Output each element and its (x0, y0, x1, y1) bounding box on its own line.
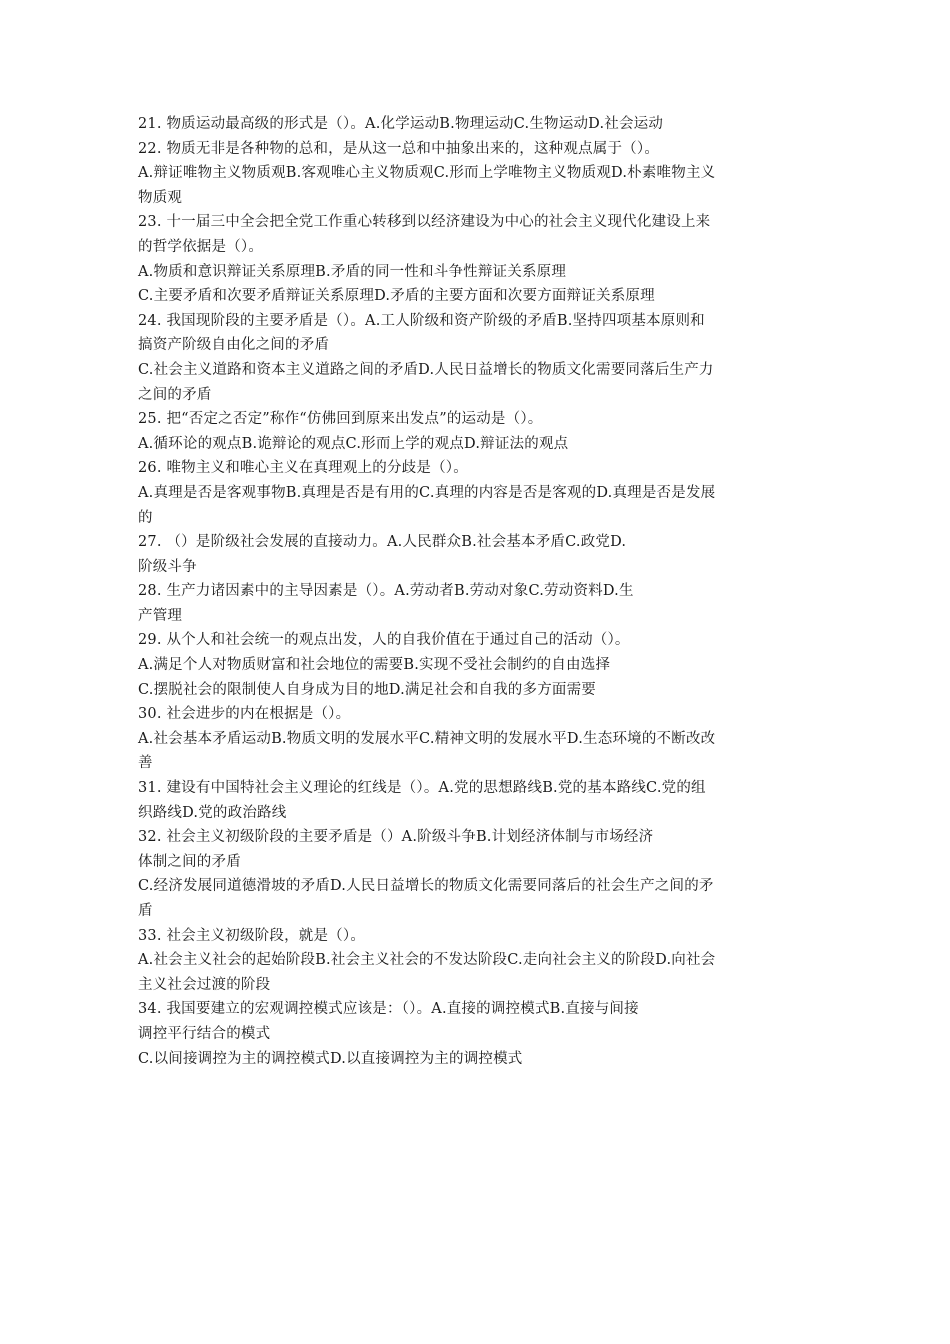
text-line: A.循环论的观点B.诡辩论的观点C.形而上学的观点D.辩证法的观点 (138, 435, 569, 452)
text-line: 搞资产阶级自由化之间的矛盾 (138, 337, 330, 354)
text-line: C.经济发展同道德滑坡的矛盾D.人民日益增长的物质文化需要同落后的社会生产之间的矛 (138, 878, 714, 895)
text-line: A.社会基本矛盾运动B.物质文明的发展水平C.精神文明的发展水平D.生态环境的不断改改 (138, 730, 716, 747)
text-line: 29. 从个人和社会统一的观点出发，人的自我价值在于通过自己的活动（）。 (138, 632, 630, 649)
text-line: 物质观 (138, 189, 183, 206)
text-line: 体制之间的矛盾 (138, 853, 241, 870)
text-line: C.以间接调控为主的调控模式D.以直接调控为主的调控模式 (138, 1050, 523, 1067)
text-line: A.真理是否是客观事物B.真理是否是有用的C.真理的内容是否是客观的D.真理是否是发展 (138, 484, 716, 501)
text-line: 27. （）是阶级社会发展的直接动力。A.人民群众B.社会基本矛盾C.政党D. (138, 534, 627, 551)
document-body (138, 112, 818, 1071)
text-line: 之间的矛盾 (138, 386, 212, 403)
text-line: 产管理 (138, 607, 183, 624)
text-line: 32. 社会主义初级阶段的主要矛盾是（）A.阶级斗争B.计划经济体制与市场经济 (138, 829, 654, 846)
text-line: 善 (138, 755, 153, 772)
text-line: 主义社会过渡的阶段 (138, 976, 271, 993)
text-line: 26. 唯物主义和唯心主义在真理观上的分歧是（）。 (138, 460, 468, 477)
text-line: A.满足个人对物质财富和社会地位的需要B.实现不受社会制约的自由选择 (138, 657, 611, 674)
text-line: 的哲学依据是（）。 (138, 238, 264, 255)
text-line: C.社会主义道路和资本主义道路之间的矛盾D.人民日益增长的物质文化需要同落后生产力 (138, 361, 714, 378)
text-line: 盾 (138, 903, 153, 919)
text-line: 31. 建设有中国特社会主义理论的红线是（）。A.党的思想路线B.党的基本路线C.党的组 (138, 780, 706, 797)
text-line: 织路线D.党的政治路线 (138, 804, 287, 821)
text-line: 22. 物质无非是各种物的总和，是从这一总和中抽象出来的，这种观点属于（）。 (138, 140, 660, 157)
text-line: C.主要矛盾和次要矛盾辩证关系原理D.矛盾的主要方面和次要方面辩证关系原理 (138, 288, 655, 305)
text-line: 阶级斗争 (138, 558, 197, 575)
text-line: 23. 十一届三中全会把全党工作重心转移到以经济建设为中心的社会主义现代化建设上来 (138, 214, 711, 231)
text-line: 的 (138, 509, 153, 526)
text-line: 33. 社会主义初级阶段，就是（）。 (138, 927, 366, 944)
text-line: 28. 生产力诸因素中的主导因素是（）。A.劳动者B.劳动对象C.劳动资料D.生 (138, 583, 634, 600)
text-line: 34. 我国要建立的宏观调控模式应该是：（）。A.直接的调控模式B.直接与间接 (138, 1001, 639, 1018)
text-line: 25. 把“否定之否定”称作“仿佛回到原来出发点”的运动是（）。 (138, 411, 543, 428)
text-line: C.摆脱社会的限制使人自身成为目的地D.满足社会和自我的多方面需要 (138, 681, 597, 698)
text-line: A.物质和意识辩证关系原理B.矛盾的同一性和斗争性辩证关系原理 (138, 263, 567, 280)
text-line: A.社会主义社会的起始阶段B.社会主义社会的不发达阶段C.走向社会主义的阶段D.向社会 (138, 952, 716, 969)
text-line: A.辩证唯物主义物质观B.客观唯心主义物质观C.形而上学唯物主义物质观D.朴素唯物主义 (138, 165, 716, 182)
text-line: 21. 物质运动最高级的形式是（）。A.化学运动B.物理运动C.生物运动D.社会运动 (138, 116, 664, 132)
text-line: 30. 社会进步的内在根据是（）。 (138, 706, 351, 723)
text-line: 24. 我国现阶段的主要矛盾是（）。A.工人阶级和资产阶级的矛盾B.坚持四项基本原则和 (138, 312, 705, 329)
text-line: 调控平行结合的模式 (138, 1025, 271, 1042)
